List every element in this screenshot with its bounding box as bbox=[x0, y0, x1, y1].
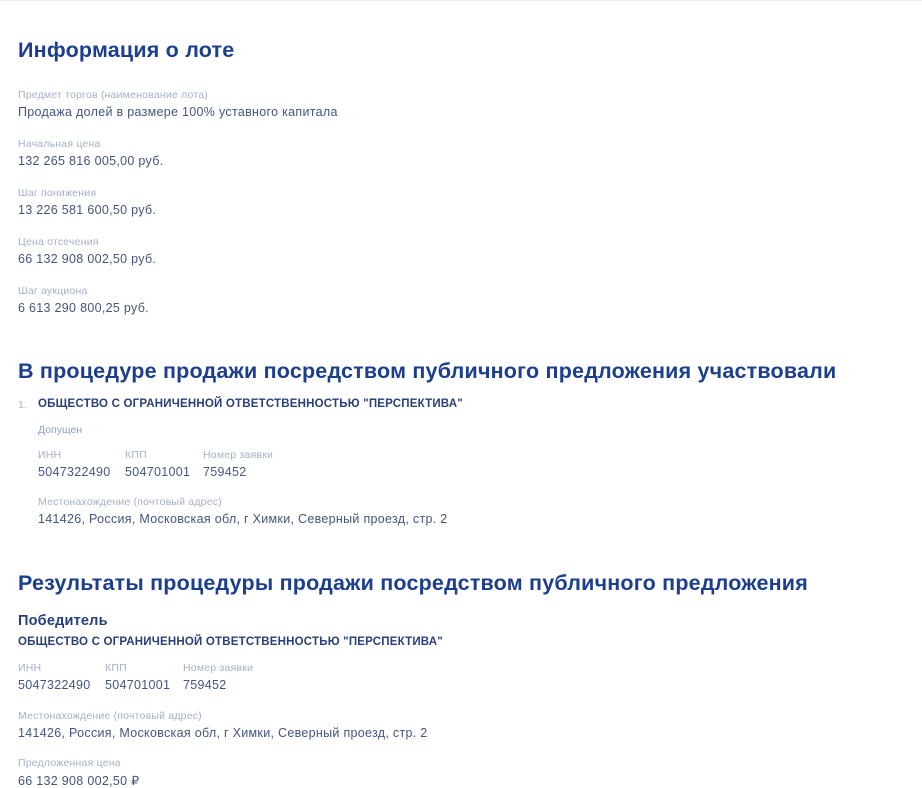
participant-item bbox=[18, 398, 904, 526]
field-lot-subject bbox=[18, 89, 904, 119]
field-value: 132 265 816 005,00 руб. bbox=[18, 154, 164, 168]
kpp-label: КПП bbox=[105, 662, 127, 674]
winner-id-row bbox=[18, 662, 904, 692]
participant-application bbox=[203, 449, 273, 479]
lot-details-page bbox=[0, 38, 922, 788]
offered-price-value: 66 132 908 002,50 ₽ bbox=[18, 774, 140, 788]
participant-body bbox=[38, 398, 463, 526]
winner-address bbox=[18, 710, 904, 740]
field-cutoff-price bbox=[18, 236, 904, 266]
inn-label: ИНН bbox=[18, 662, 42, 674]
section-title-participants: В процедуре продажи посредством публичного предложения участвовали bbox=[18, 359, 837, 383]
application-number-label: Номер заявки bbox=[183, 662, 254, 674]
offered-price-label: Предложенная цена bbox=[18, 757, 121, 769]
field-label: Предмет торгов (наименование лота) bbox=[18, 89, 208, 101]
participant-kpp bbox=[125, 449, 203, 479]
field-label: Шаг понижения bbox=[18, 187, 97, 199]
participant-company-name: ОБЩЕСТВО С ОГРАНИЧЕННОЙ ОТВЕТСТВЕННОСТЬЮ "ПЕРСПЕКТИВА" bbox=[38, 398, 463, 410]
participant-address bbox=[38, 496, 463, 526]
application-number-label: Номер заявки bbox=[203, 449, 274, 461]
field-value: 66 132 908 002,50 руб. bbox=[18, 252, 157, 266]
field-label: Цена отсечения bbox=[18, 236, 99, 248]
field-value: 13 226 581 600,50 руб. bbox=[18, 203, 157, 217]
winner-inn bbox=[18, 662, 105, 692]
winner-application bbox=[183, 662, 253, 692]
kpp-value: 504701001 bbox=[125, 465, 191, 479]
participant-status: Допущен bbox=[38, 424, 83, 436]
address-value: 141426, Россия, Московская обл, г Химки, Северный проезд, стр. 2 bbox=[38, 512, 448, 526]
field-auction-step bbox=[18, 285, 904, 315]
field-label: Начальная цена bbox=[18, 138, 101, 150]
field-label: Шаг аукциона bbox=[18, 285, 88, 297]
section-title-results: Результаты процедуры продажи посредством публичного предложения bbox=[18, 571, 808, 595]
winner-label: Победитель bbox=[18, 613, 108, 629]
participant-number: 1. bbox=[18, 399, 27, 411]
participant-id-row bbox=[38, 449, 463, 479]
winner-offered-price bbox=[18, 757, 904, 788]
application-number-value: 759452 bbox=[183, 678, 227, 692]
field-reduction-step bbox=[18, 187, 904, 217]
field-value: Продажа долей в размере 100% уставного капитала bbox=[18, 105, 338, 119]
kpp-label: КПП bbox=[125, 449, 147, 461]
inn-label: ИНН bbox=[38, 449, 62, 461]
winner-company-name: ОБЩЕСТВО С ОГРАНИЧЕННОЙ ОТВЕТСТВЕННОСТЬЮ "ПЕРСПЕКТИВА" bbox=[18, 636, 443, 648]
address-label: Местонахождение (почтовый адрес) bbox=[18, 710, 202, 722]
field-value: 6 613 290 800,25 руб. bbox=[18, 301, 149, 315]
field-start-price bbox=[18, 138, 904, 168]
address-value: 141426, Россия, Московская обл, г Химки, Северный проезд, стр. 2 bbox=[18, 726, 428, 740]
section-title-lot-info: Информация о лоте bbox=[18, 38, 235, 62]
application-number-value: 759452 bbox=[203, 465, 247, 479]
participant-inn bbox=[38, 449, 125, 479]
address-label: Местонахождение (почтовый адрес) bbox=[38, 496, 222, 508]
inn-value: 5047322490 bbox=[38, 465, 111, 479]
kpp-value: 504701001 bbox=[105, 678, 171, 692]
inn-value: 5047322490 bbox=[18, 678, 91, 692]
winner-kpp bbox=[105, 662, 183, 692]
